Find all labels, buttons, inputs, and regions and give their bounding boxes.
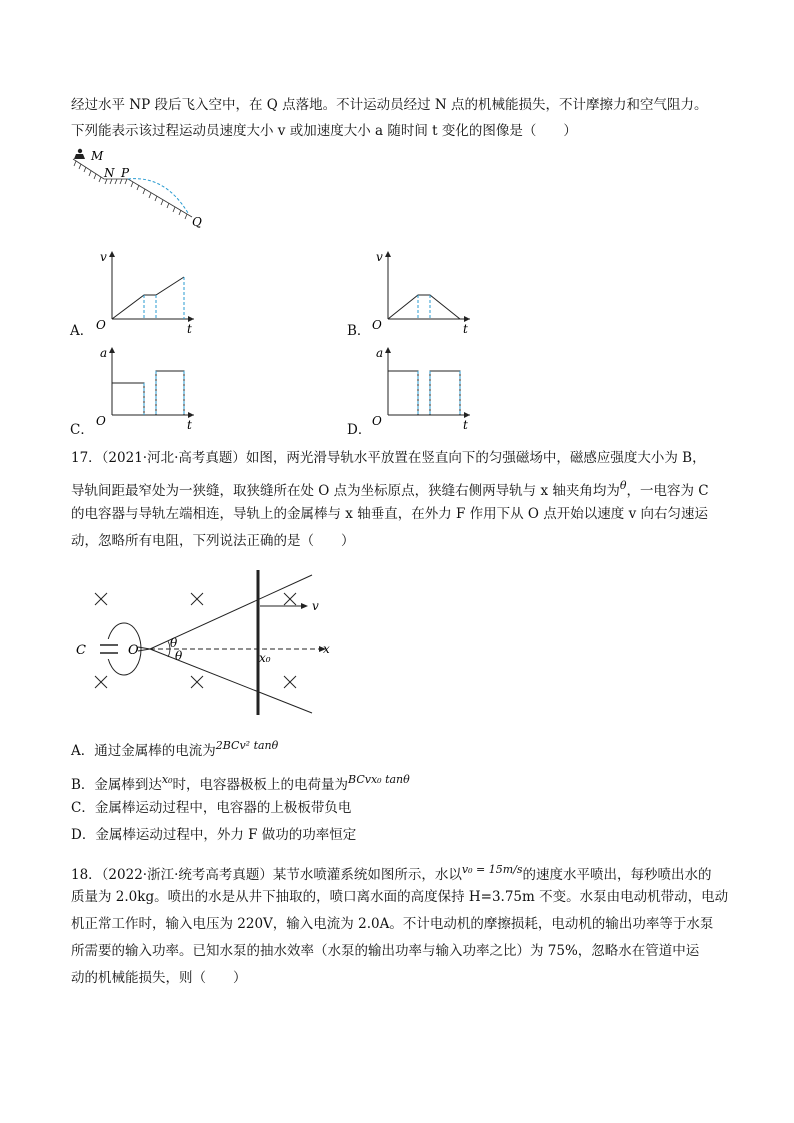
svg-text:t: t (187, 418, 192, 431)
slope-hatch (73, 159, 192, 219)
q17-text-line-2: 导轨间距最窄处为一狭缝，取狭缝所在处 O 点为坐标原点，狭缝右侧两导轨与 x 轴夹角均为$^\theta$，一电容为 C (71, 479, 709, 499)
label-x0: x₀ (259, 651, 271, 665)
svg-text:v: v (376, 250, 383, 264)
label-O: O (128, 643, 139, 658)
svg-text:v: v (100, 250, 107, 264)
svg-text:O: O (96, 414, 106, 428)
q17-text-line-3: 的电容器与导轨左端相连，导轨上的金属棒与 x 轴垂直，在外力 F 作用下从 O 点开始以速度 v 向右匀速运 (71, 506, 709, 522)
svg-text:O: O (372, 318, 382, 332)
q17-option-b: B．金属棒到达$^{x_0}$时，电容器极板上的电荷量为$^{BCvx_0 tan\theta}$ (71, 773, 410, 793)
trajectory-dashed (128, 179, 188, 213)
q18-text-line-5: 动的机械能损失，则（ ） (71, 970, 247, 986)
label-theta-lower: θ (175, 649, 183, 663)
q17-option-c: C．金属棒运动过程中，电容器的上极板带负电 (71, 800, 352, 816)
svg-text:a: a (376, 346, 384, 360)
option-d-label: D． (347, 422, 372, 438)
q17-option-d: D．金属棒运动过程中，外力 F 做功的功率恒定 (71, 827, 357, 843)
option-d-graph (368, 343, 478, 431)
svg-text:a: a (100, 346, 108, 360)
q17-option-a: A．通过金属棒的电流为$^{2BCv^2 tan\theta}$ (71, 739, 279, 759)
label-v: v (312, 599, 319, 613)
q18-text-line-3: 机正常工作时，输入电压为 220V，输入电流为 2.0A。不计电动机的摩擦损耗，电动机的输出功率等于水泵 (71, 916, 714, 932)
svg-text:O: O (96, 318, 106, 332)
svg-text:t: t (463, 418, 468, 431)
q18-text-line-2: 质量为 2.0kg。喷出的水是从井下抽取的，喷口离水面的高度保持 H=3.75m 不变。水泵由电动机带动，电动 (71, 889, 729, 905)
magnetic-field-cross-marks (95, 593, 296, 688)
label-M: M (91, 149, 104, 163)
svg-text:O: O (372, 414, 382, 428)
label-Q: Q (192, 215, 202, 229)
q18-text-line-4: 所需要的输入功率。已知水泵的抽水效率（水泵的输出功率与输入功率之比）为 75%，忽略水在管道中运 (71, 943, 700, 959)
label-theta-upper: θ (170, 636, 178, 650)
svg-text:t: t (463, 322, 468, 335)
svg-text:t: t (187, 322, 192, 335)
q16-text-line-2: 下列能表示该过程运动员速度大小 v 或加速度大小 a 随时间 t 变化的图像是（ ） (71, 123, 577, 139)
q17-text-line-4: 动，忽略所有电阻，下列说法正确的是（ ） (71, 533, 355, 549)
label-x: x (323, 642, 330, 656)
option-c-graph (92, 343, 202, 431)
option-b-label: B． (347, 323, 371, 339)
ski-slope-figure (70, 145, 215, 235)
option-a-label: A． (70, 323, 94, 339)
label-P: P (121, 166, 130, 180)
q18-text-line-1: 18．（2022·浙江·统考高考真题）某节水喷灌系统如图所示，水以$^{v_0 = 15m/s}$的速度水平喷出，每秒喷出水的 (71, 863, 712, 883)
rails (138, 575, 312, 713)
rail-capacitor-figure (72, 565, 342, 720)
skier-icon (74, 149, 85, 159)
q16-text-line-1: 经过水平 NP 段后飞入空中，在 Q 点落地。不计运动员经过 N 点的机械能损失，不计摩擦力和空气阻力。 (71, 97, 708, 113)
option-c-label: C． (70, 422, 94, 438)
option-a-graph (92, 247, 202, 335)
option-b-graph (368, 247, 478, 335)
q17-text-line-1: 17．（2021·河北·高考真题）如图，两光滑导轨水平放置在竖直向下的匀强磁场中，磁感应强度大小为 B， (71, 450, 706, 466)
label-N: N (104, 166, 115, 180)
label-C: C (76, 643, 86, 658)
